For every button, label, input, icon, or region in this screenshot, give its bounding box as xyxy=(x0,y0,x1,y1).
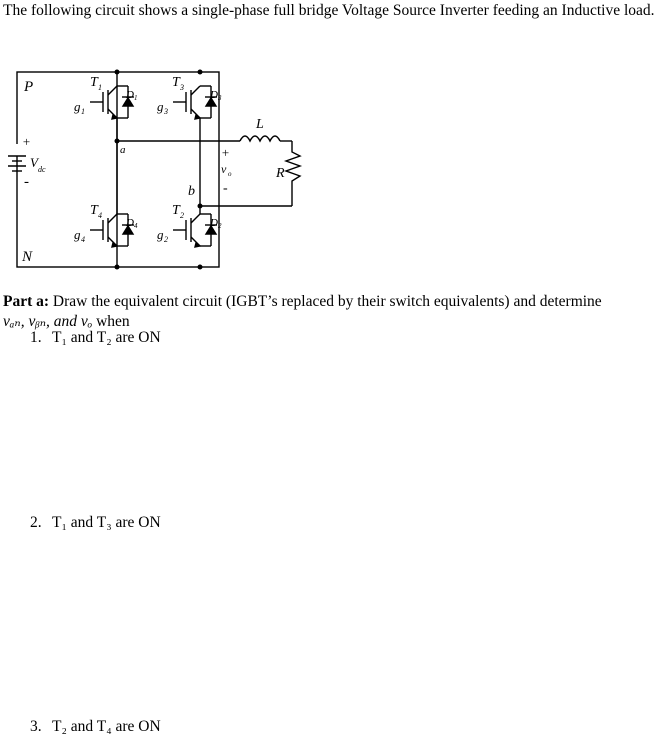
label-g3-sub: 3 xyxy=(164,107,168,116)
label-d3: D xyxy=(210,89,218,101)
list-item-text: T₂ and T₄ are ON xyxy=(52,718,161,735)
part-a-body: Draw the equivalent circuit (IGBT’s replaced by their switch equivalents) and determine xyxy=(49,293,602,310)
label-d2: D xyxy=(210,217,218,229)
label-vo-plus: + xyxy=(221,145,230,160)
list-item-number: 3. xyxy=(30,718,42,735)
junction-dot xyxy=(198,265,203,270)
label-l: L xyxy=(256,117,264,132)
igbt-t4 xyxy=(90,214,117,247)
list-item xyxy=(30,514,161,532)
label-d3-sub: 3 xyxy=(218,94,222,102)
label-t4: T xyxy=(90,203,98,218)
label-plus: + xyxy=(22,134,31,149)
label-d1: D xyxy=(126,89,134,101)
label-g1: g xyxy=(74,99,81,114)
label-p: P xyxy=(24,79,34,95)
label-vo: v xyxy=(221,162,227,176)
junction-dot xyxy=(198,70,203,75)
resistor-symbol xyxy=(286,141,300,206)
list-item-number: 1. xyxy=(30,329,42,346)
label-g2: g xyxy=(157,227,164,242)
label-t2-sub: 2 xyxy=(180,211,184,220)
part-a-when: when xyxy=(92,313,130,330)
inductor-symbol xyxy=(240,136,280,141)
label-t4-sub: 4 xyxy=(98,211,102,220)
label-vo-minus: - xyxy=(223,181,228,196)
label-g2-sub: 2 xyxy=(164,235,168,244)
label-d4: D xyxy=(126,217,134,229)
label-d2-sub: 2 xyxy=(218,222,222,230)
label-t3-sub: 3 xyxy=(180,83,184,92)
label-t3: T xyxy=(172,75,180,90)
label-d4-sub: 4 xyxy=(134,222,138,230)
label-d1-sub: 1 xyxy=(134,94,138,102)
label-t1-sub: 1 xyxy=(98,83,102,92)
label-g1-sub: 1 xyxy=(81,107,85,116)
intro-text: The following circuit shows a single-phase full bridge Voltage Source Inverter feeding an Inductive load. xyxy=(3,2,655,19)
label-vdc: V xyxy=(30,155,38,170)
label-g3: g xyxy=(157,99,164,114)
label-r: R xyxy=(276,166,285,181)
inverter-circuit-diagram xyxy=(0,64,661,274)
circuit-frame xyxy=(17,72,219,267)
part-a-heading: Part a: xyxy=(3,293,50,310)
part-a-text xyxy=(3,292,658,332)
label-g4-sub: 4 xyxy=(81,235,85,244)
list-item xyxy=(30,718,161,736)
list-item-text: T₁ and T₂ are ON xyxy=(52,329,161,346)
igbt-t1 xyxy=(90,86,117,119)
label-vdc-sub: dc xyxy=(38,165,46,174)
igbt-t3 xyxy=(173,86,200,119)
junction-dot xyxy=(115,139,120,144)
junction-dot xyxy=(115,265,120,270)
label-g4: g xyxy=(74,227,81,242)
part-a-math: vₐₙ, vᵦₙ, and vₒ xyxy=(3,313,93,330)
junction-dot xyxy=(115,70,120,75)
label-vo-sub: o xyxy=(228,170,232,178)
igbt-t2 xyxy=(173,214,200,247)
label-b: b xyxy=(188,184,195,199)
list-item xyxy=(30,329,161,347)
label-a: a xyxy=(120,144,126,156)
list-item-number: 2. xyxy=(30,514,42,531)
label-t1: T xyxy=(90,75,98,90)
list-item-text: T₁ and T₃ are ON xyxy=(52,514,161,531)
label-n: N xyxy=(22,249,33,265)
label-t2: T xyxy=(172,203,180,218)
label-minus: - xyxy=(24,174,29,190)
junction-dot xyxy=(198,204,203,209)
